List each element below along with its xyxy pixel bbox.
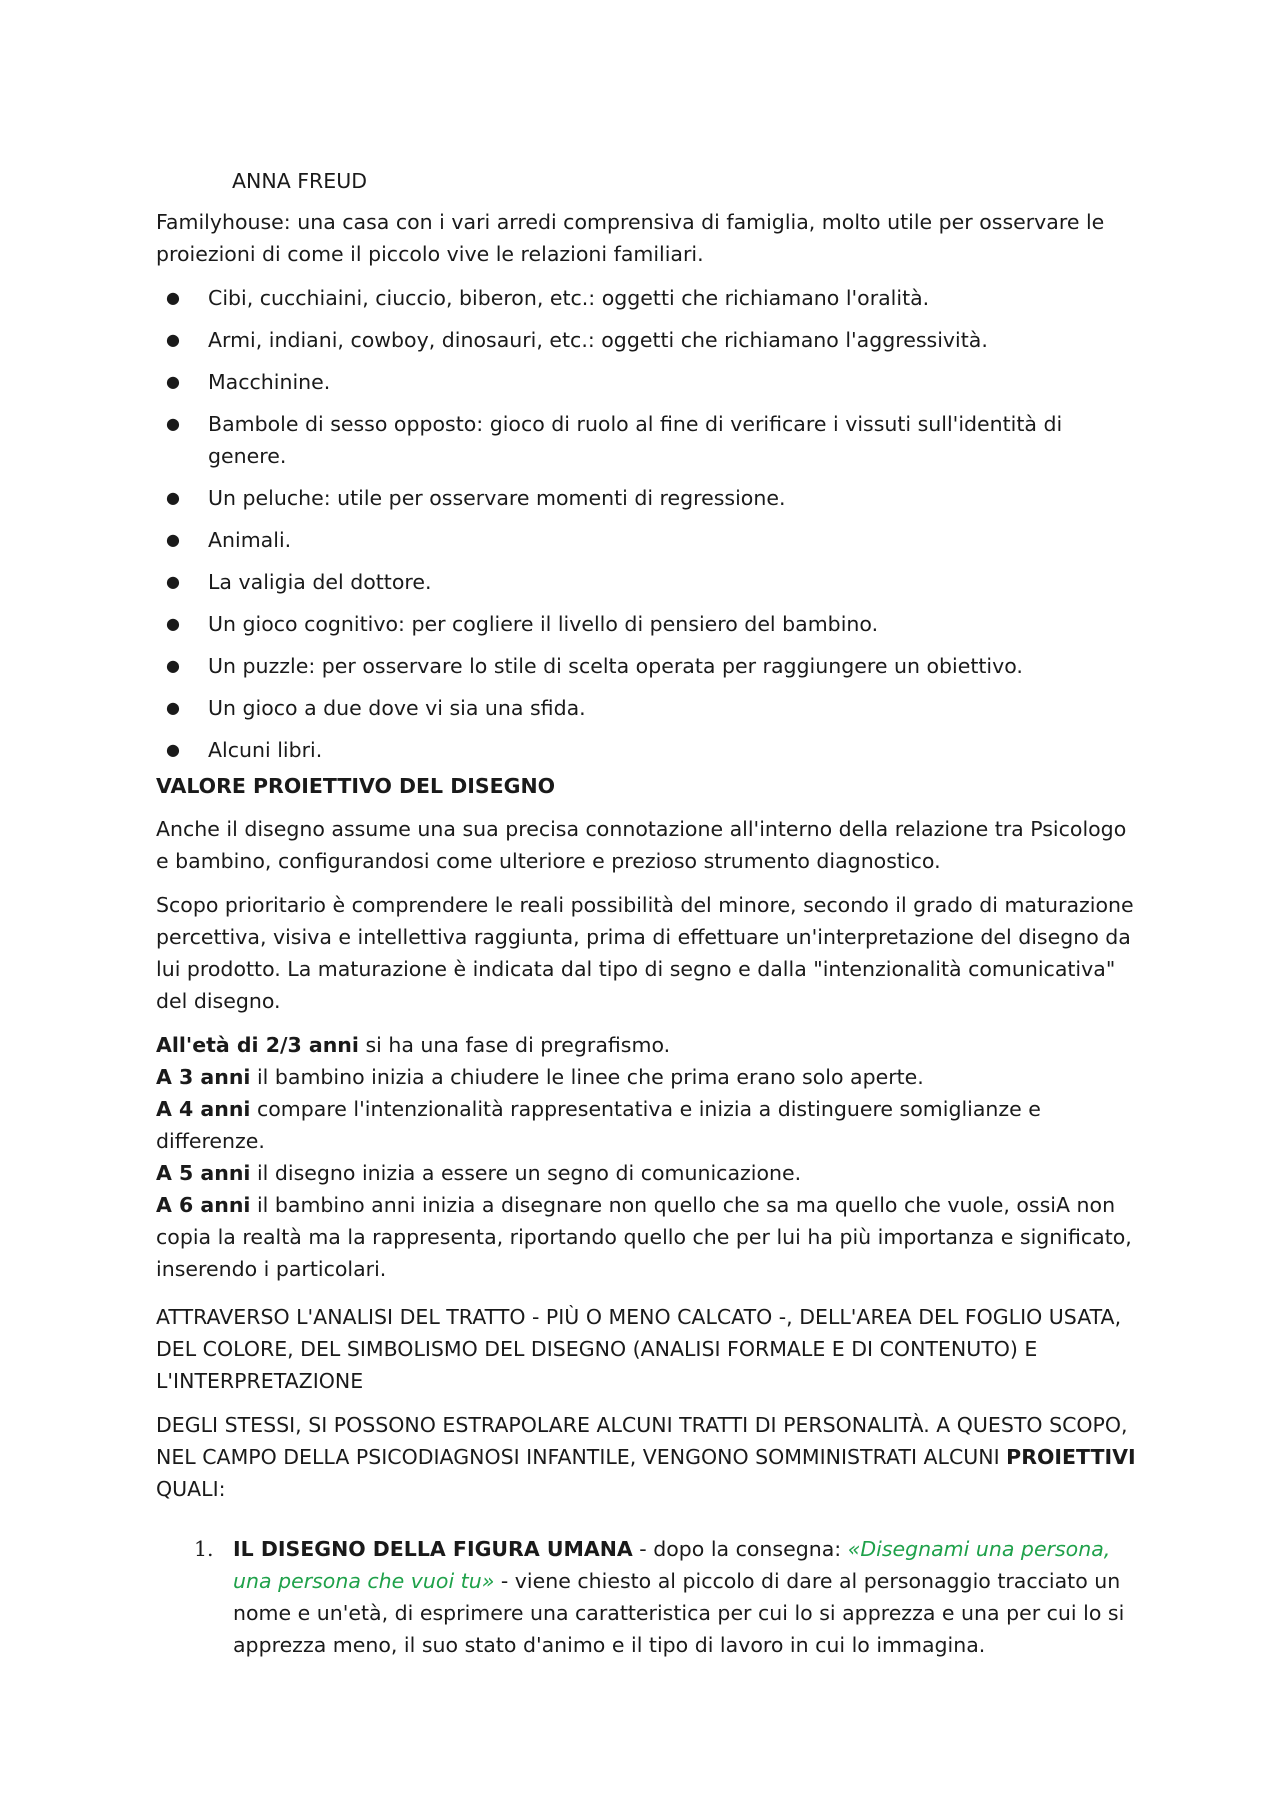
item-number: 1. [194, 1537, 214, 1561]
bullet-icon: ● [166, 656, 180, 675]
paragraph-scopo: Scopo prioritario è comprendere le reali possibilità del minore, secondo il grado di maturazione percettiva, visiva e intellettiva raggiunta, prima di effettuare un'interpretazione del disegno da lui prodotto. La maturazione è indicata dal tipo di segno e dalla "intenzionalità comunicativa" del disegno. [156, 893, 1134, 1013]
list-item: ● Animali. [156, 524, 1136, 556]
bullet-icon: ● [166, 488, 180, 507]
age-stage: A 4 anni compare l'intenzionalità rappresentativa e inizia a distinguere somiglianze e differenze. [156, 1097, 1041, 1153]
age-stage: A 3 anni il bambino inizia a chiudere le linee che prima erano solo aperte. [156, 1065, 924, 1089]
bullet-icon: ● [166, 330, 180, 349]
paragraph-connotazione: Anche il disegno assume una sua precisa connotazione all'interno della relazione tra Psicologo e bambino, configurandosi come ulteriore e prezioso strumento diagnostico. [156, 817, 1127, 873]
section-heading: VALORE PROIETTIVO DEL DISEGNO [156, 774, 556, 798]
age-stages [156, 1029, 1136, 1285]
paragraph-analisi: ATTRAVERSO L'ANALISI DEL TRATTO - PIÙ O MENO CALCATO -, DELL'AREA DEL FOGLIO USATA, DEL COLORE, DEL SIMBOLISMO DEL DISEGNO (ANALISI FORMALE E DI CONTENUTO) E L'INTERPRETAZIONE [156, 1305, 1122, 1393]
list-item: ● Un gioco cognitivo: per cogliere il livello di pensiero del bambino. [156, 608, 1136, 640]
bullet-icon: ● [166, 530, 180, 549]
paragraph-proiettivi: DEGLI STESSI, SI POSSONO ESTRAPOLARE ALCUNI TRATTI DI PERSONALITÀ. A QUESTO SCOPO, NEL CAMPO DELLA PSICODIAGNOSI INFANTILE, VENGONO SOMMINISTRATI ALCUNI PROIETTIVI QUALI: [156, 1413, 1136, 1501]
bullet-icon: ● [166, 288, 180, 307]
age-stage: A 6 anni il bambino anni inizia a disegnare non quello che sa ma quello che vuole, ossiA non copia la realtà ma la rappresenta, riportando quello che per lui ha più importanza e significato, inserendo i particolari. [156, 1193, 1132, 1281]
toy-list [156, 282, 1136, 766]
bullet-icon: ● [166, 614, 180, 633]
age-stage: All'età di 2/3 anni si ha una fase di pregrafismo. [156, 1033, 671, 1057]
list-item: ● Macchinine. [156, 366, 1136, 398]
numbered-item [156, 1533, 1136, 1661]
list-item: ● Cibi, cucchiaini, ciuccio, biberon, etc.: oggetti che richiamano l'oralità. [156, 282, 1136, 314]
list-item: ● Alcuni libri. [156, 734, 1136, 766]
item-text: IL DISEGNO DELLA FIGURA UMANA - dopo la consegna: «Disegnami una persona, una persona che vuoi tu» - viene chiesto al piccolo di dare al personaggio tracciato un nome e un'età, di esprimere una caratteristica per cui lo si apprezza e una per cui lo si apprezza meno, il suo stato d'animo e il tipo di lavoro in cui lo immagina. [233, 1537, 1125, 1657]
list-item: ● Bambole di sesso opposto: gioco di ruolo al fine di verificare i vissuti sull'identità di genere. [156, 408, 1136, 472]
list-item: ● Un peluche: utile per osservare momenti di regressione. [156, 482, 1136, 514]
list-item: ● Un gioco a due dove vi sia una sfida. [156, 692, 1136, 724]
age-stage: A 5 anni il disegno inizia a essere un segno di comunicazione. [156, 1161, 802, 1185]
bullet-icon: ● [166, 414, 180, 433]
document-title: ANNA FREUD [232, 169, 368, 193]
bullet-icon: ● [166, 572, 180, 591]
list-item: ● La valigia del dottore. [156, 566, 1136, 598]
bullet-icon: ● [166, 372, 180, 391]
bullet-icon: ● [166, 740, 180, 759]
bullet-icon: ● [166, 698, 180, 717]
intro-paragraph: Familyhouse: una casa con i vari arredi comprensiva di famiglia, molto utile per osservare le proiezioni di come il piccolo vive le relazioni familiari. [156, 210, 1105, 266]
quote-text: «Disegnami una persona, una persona che vuoi tu» [233, 1537, 1111, 1593]
list-item: ● Un puzzle: per osservare lo stile di scelta operata per raggiungere un obiettivo. [156, 650, 1136, 682]
list-item: ● Armi, indiani, cowboy, dinosauri, etc.: oggetti che richiamano l'aggressività. [156, 324, 1136, 356]
